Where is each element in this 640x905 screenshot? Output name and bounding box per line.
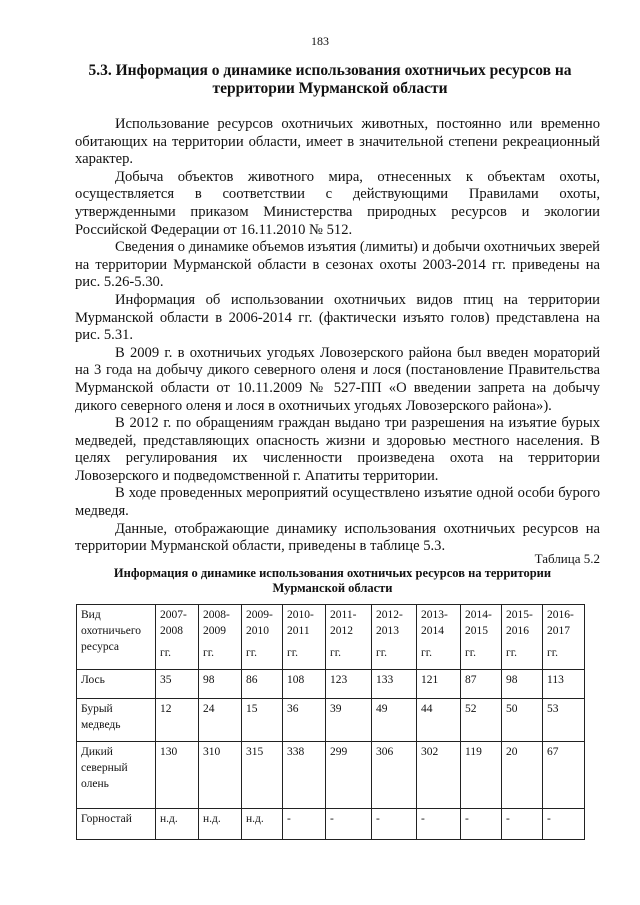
paragraph: Добыча объектов животного мира, отнесенных к объектам охоты, осуществляется в соответствии с действующими Правилами охоты, утвержденными приказом Министерства природных ресурсов и экологии Российской Федерации от 16.11.2010 № 512. — [75, 168, 600, 238]
table-cell: 24 — [199, 699, 242, 742]
header-cell-resource: Вид охотничьего ресурса — [77, 605, 156, 670]
table-cell: 12 — [156, 699, 199, 742]
table-row — [77, 670, 585, 699]
section-title-line-1: 5.3. Информация о динамике использования охотничьих ресурсов на — [88, 62, 572, 79]
table-cell: н.д. — [242, 809, 283, 840]
table-cell: 310 — [199, 742, 242, 809]
section-title — [60, 62, 600, 98]
table-cell: - — [417, 809, 461, 840]
table-cell: - — [502, 809, 543, 840]
table-row — [77, 699, 585, 742]
header-cell-period: 2011- 2012 гг. — [326, 605, 372, 670]
table-cell: 113 — [543, 670, 585, 699]
table-cell: 119 — [461, 742, 502, 809]
row-label: Горностай — [77, 809, 156, 840]
table-row — [77, 742, 585, 809]
table-cell: 52 — [461, 699, 502, 742]
table-cell: 20 — [502, 742, 543, 809]
header-cell-period: 2012- 2013 гг. — [372, 605, 417, 670]
paragraph: В 2012 г. по обращениям граждан выдано три разрешения на изъятие бурых медведей, представляющих опасность жизни и здоровью местного населения. В целях регулирования их численности произведена охота на территории Ловозерского и подведомственной г. Апатиты территории. — [75, 415, 600, 484]
row-label: Бурый медведь — [77, 699, 156, 742]
paragraph: Использование ресурсов охотничьих животных, постоянно или временно обитающих на территории области, имеет в значительной степени рекреационный характер. — [75, 116, 600, 168]
header-cell-period: 2013- 2014 гг. — [417, 605, 461, 670]
table-cell: 306 — [372, 742, 417, 809]
table-cell: - — [461, 809, 502, 840]
table-cell: - — [326, 809, 372, 840]
table-cell: 44 — [417, 699, 461, 742]
table-cell: 315 — [242, 742, 283, 809]
table-cell: 87 — [461, 670, 502, 699]
table-cell: н.д. — [156, 809, 199, 840]
table-cell: н.д. — [199, 809, 242, 840]
section-title-line-2: территории Мурманской области — [212, 80, 448, 97]
header-cell-period: 2014- 2015 гг. — [461, 605, 502, 670]
table-caption-line-2: Мурманской области — [272, 581, 393, 595]
table-cell: 98 — [502, 670, 543, 699]
table-label: Таблица 5.2 — [534, 551, 600, 566]
table-row — [77, 809, 585, 840]
table-cell: 53 — [543, 699, 585, 742]
table-cell: - — [283, 809, 326, 840]
table-cell: 98 — [199, 670, 242, 699]
table-cell: - — [372, 809, 417, 840]
table-cell: 130 — [156, 742, 199, 809]
row-label: Дикий северный олень — [77, 742, 156, 809]
table-caption-line-1: Информация о динамике использования охотничьих ресурсов на территории — [113, 566, 552, 580]
paragraph: Информация об использовании охотничьих видов птиц на территории Мурманской области в 2006-2014 гг. (фактически изъято голов) представлена на рис. 5.31. — [75, 291, 600, 344]
table-cell: - — [543, 809, 585, 840]
header-cell-period: 2007- 2008 гг. — [156, 605, 199, 670]
table-cell: 302 — [417, 742, 461, 809]
paragraph: В 2009 г. в охотничьих угодьях Ловозерского района был введен мораторий на 3 года на добычу дикого северного оленя и лося (постановление Правительства Мурманской области от 10.11.2009 № 527-ПП «О введении запрета на добычу дикого северного оленя и лося в охотничьих угодьях Ловозерского района»). — [75, 344, 600, 414]
table-cell: 338 — [283, 742, 326, 809]
hunting-resources-table — [76, 604, 585, 840]
header-cell-period: 2009- 2010 гг. — [242, 605, 283, 670]
header-cell-period: 2008- 2009 гг. — [199, 605, 242, 670]
table-cell: 49 — [372, 699, 417, 742]
page-number: 183 — [311, 34, 329, 48]
body-text — [75, 116, 600, 556]
table-cell: 50 — [502, 699, 543, 742]
table-cell: 299 — [326, 742, 372, 809]
table-header-row — [77, 605, 585, 670]
table-cell: 133 — [372, 670, 417, 699]
header-cell-period: 2016- 2017 гг. — [543, 605, 585, 670]
table-cell: 108 — [283, 670, 326, 699]
table-cell: 15 — [242, 699, 283, 742]
table-cell: 39 — [326, 699, 372, 742]
table-cell: 67 — [543, 742, 585, 809]
paragraph: Данные, отображающие динамику использования охотничьих ресурсов на территории Мурманской области, приведены в таблице 5.3. — [75, 520, 600, 555]
table-cell: 35 — [156, 670, 199, 699]
table-caption — [60, 566, 605, 596]
table-cell: 36 — [283, 699, 326, 742]
paragraph: Сведения о динамике объемов изъятия (лимиты) и добычи охотничьих зверей на территории Мурманской области в сезонах охоты 2003-2014 гг. приведены на рис. 5.26-5.30. — [75, 239, 600, 291]
paragraph: В ходе проведенных мероприятий осуществлено изъятие одной особи бурого медведя. — [75, 485, 600, 520]
table-cell: 121 — [417, 670, 461, 699]
row-label: Лось — [77, 670, 156, 699]
header-cell-period: 2010- 2011 гг. — [283, 605, 326, 670]
table-cell: 123 — [326, 670, 372, 699]
header-cell-period: 2015- 2016 гг. — [502, 605, 543, 670]
table-cell: 86 — [242, 670, 283, 699]
